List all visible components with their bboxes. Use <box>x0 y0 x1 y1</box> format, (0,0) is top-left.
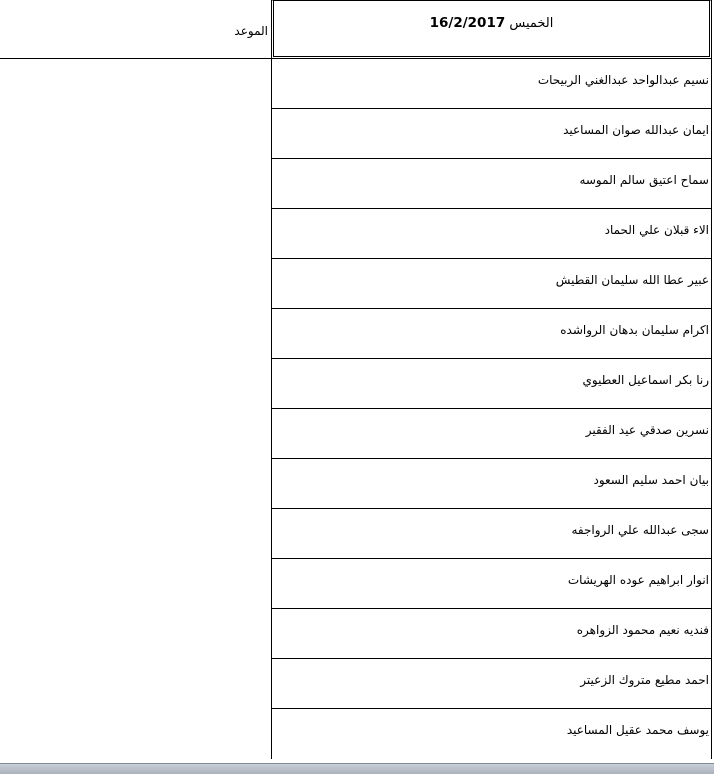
name-text: يوسف محمد عقيل المساعيد <box>566 723 709 737</box>
name-cell[interactable] <box>271 359 712 409</box>
empty-cell <box>0 109 271 159</box>
name-cell[interactable] <box>271 109 712 159</box>
name-text: ايمان عبدالله صوان المساعيد <box>563 123 709 137</box>
empty-cell <box>0 359 271 409</box>
horizontal-scrollbar[interactable] <box>0 763 714 774</box>
empty-cell <box>0 659 271 709</box>
name-text: انوار ابراهيم عوده الهريشات <box>567 573 709 587</box>
name-text: رنا بكر اسماعيل العطيوي <box>582 373 709 387</box>
name-cell[interactable] <box>271 409 712 459</box>
name-text: سجى عبدالله علي الرواجفه <box>571 523 709 537</box>
name-cell[interactable] <box>271 609 712 659</box>
list-item <box>0 109 714 159</box>
name-cell[interactable] <box>271 559 712 609</box>
empty-cell <box>0 409 271 459</box>
date-display <box>274 15 709 31</box>
list-item <box>0 309 714 359</box>
list-item <box>0 409 714 459</box>
name-text: نسيم عبدالواحد عبدالغني الربيحات <box>537 73 709 87</box>
empty-cell <box>0 259 271 309</box>
list-item <box>0 709 714 759</box>
list-item <box>0 559 714 609</box>
name-cell[interactable] <box>271 459 712 509</box>
list-item <box>0 159 714 209</box>
name-text: الاء قبلان علي الحماد <box>604 223 709 237</box>
name-cell[interactable] <box>271 259 712 309</box>
day-name: الخميس <box>509 16 554 31</box>
empty-cell <box>0 559 271 609</box>
list-item <box>0 609 714 659</box>
name-cell[interactable] <box>271 209 712 259</box>
header-label-cell <box>0 0 271 59</box>
empty-cell <box>0 59 271 109</box>
header-date-cell[interactable] <box>271 0 712 59</box>
name-cell[interactable] <box>271 659 712 709</box>
name-text: فنديه نعيم محمود الزواهره <box>576 623 709 637</box>
name-text: نسرين صدقي عيد الفقير <box>585 423 709 437</box>
name-cell[interactable] <box>271 159 712 209</box>
name-text: عبير عطا الله سليمان القطيش <box>555 273 709 287</box>
list-item <box>0 659 714 709</box>
name-cell[interactable] <box>271 309 712 359</box>
name-text: بيان احمد سليم السعود <box>593 473 709 487</box>
list-item <box>0 459 714 509</box>
empty-cell <box>0 159 271 209</box>
empty-cell <box>0 309 271 359</box>
name-text: احمد مطيع متروك الزعيتر <box>580 673 709 687</box>
name-cell[interactable] <box>271 59 712 109</box>
list-item <box>0 209 714 259</box>
name-cell[interactable] <box>271 709 712 759</box>
empty-cell <box>0 459 271 509</box>
list-item <box>0 259 714 309</box>
date-value: 16/2/2017 <box>429 15 506 31</box>
appointment-label: الموعد <box>234 24 268 38</box>
empty-cell <box>0 709 271 759</box>
name-cell[interactable] <box>271 509 712 559</box>
empty-cell <box>0 609 271 659</box>
list-item <box>0 359 714 409</box>
empty-cell <box>0 209 271 259</box>
schedule-header <box>0 0 714 60</box>
name-text: سماح اعتيق سالم الموسه <box>579 173 709 187</box>
empty-cell <box>0 509 271 559</box>
list-item <box>0 59 714 109</box>
list-item <box>0 509 714 559</box>
name-text: اكرام سليمان بدهان الرواشده <box>560 323 709 337</box>
